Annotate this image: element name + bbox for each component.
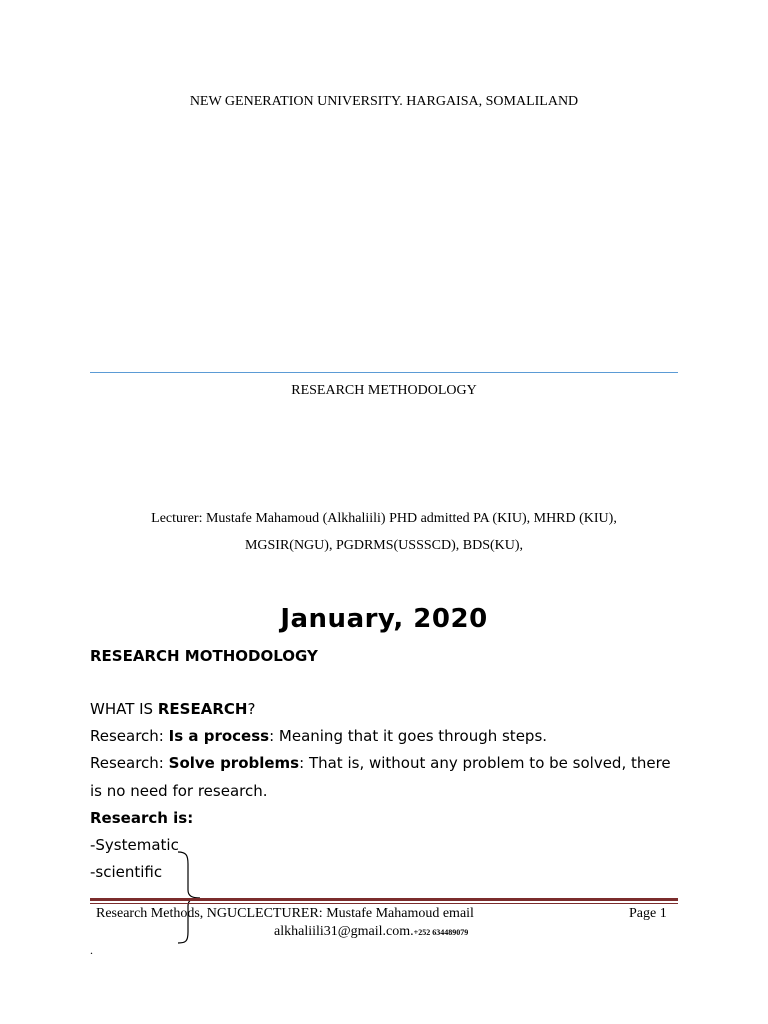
document-date: January, 2020 bbox=[280, 604, 488, 634]
research-process-line bbox=[90, 726, 690, 746]
what-is-bold: RESEARCH bbox=[157, 700, 248, 718]
lecturer-line-2: MGSIR(NGU), PGDRMS(USSSCD), BDS(KU), bbox=[244, 538, 524, 553]
process-prefix: Research: bbox=[90, 727, 169, 745]
footer-contact bbox=[274, 924, 468, 940]
university-header: NEW GENERATION UNIVERSITY. HARGAISA, SOMALILAND bbox=[189, 94, 579, 109]
research-solve-line bbox=[90, 753, 690, 773]
stray-period: . bbox=[90, 943, 93, 957]
footer-divider-thick bbox=[90, 898, 678, 901]
solve-prefix: Research: bbox=[90, 754, 169, 772]
solve-bold: Solve problems bbox=[168, 754, 300, 772]
section-heading: RESEARCH MOTHODOLOGY bbox=[90, 647, 318, 665]
solve-rest: : That is, without any problem to be solved, there bbox=[299, 754, 671, 772]
what-is-research-line bbox=[90, 699, 690, 719]
research-solve-line-2: is no need for research. bbox=[90, 782, 268, 800]
what-is-prefix: WHAT IS bbox=[90, 700, 158, 718]
list-item: -scientific bbox=[90, 863, 163, 881]
list-item: -Systematic bbox=[90, 836, 179, 854]
process-rest: : Meaning that it goes through steps. bbox=[269, 727, 548, 745]
footer-phone: +252 634489079 bbox=[413, 928, 469, 937]
title-divider bbox=[90, 372, 678, 373]
footer-email: alkhaliili31@gmail.com. bbox=[274, 924, 414, 939]
what-is-suffix: ? bbox=[247, 700, 256, 718]
footer-page-number: Page 1 bbox=[629, 906, 667, 921]
lecturer-line-1: Lecturer: Mustafe Mahamoud (Alkhaliili) PHD admitted PA (KIU), MHRD (KIU), bbox=[151, 511, 617, 526]
process-bold: Is a process bbox=[168, 727, 270, 745]
footer-course-lecturer: Research Methods, NGUCLECTURER: Mustafe Mahamoud email bbox=[96, 906, 474, 921]
research-is-heading: Research is: bbox=[90, 809, 194, 827]
course-title: RESEARCH METHODOLOGY bbox=[291, 383, 477, 398]
footer-divider-thin bbox=[90, 903, 678, 904]
